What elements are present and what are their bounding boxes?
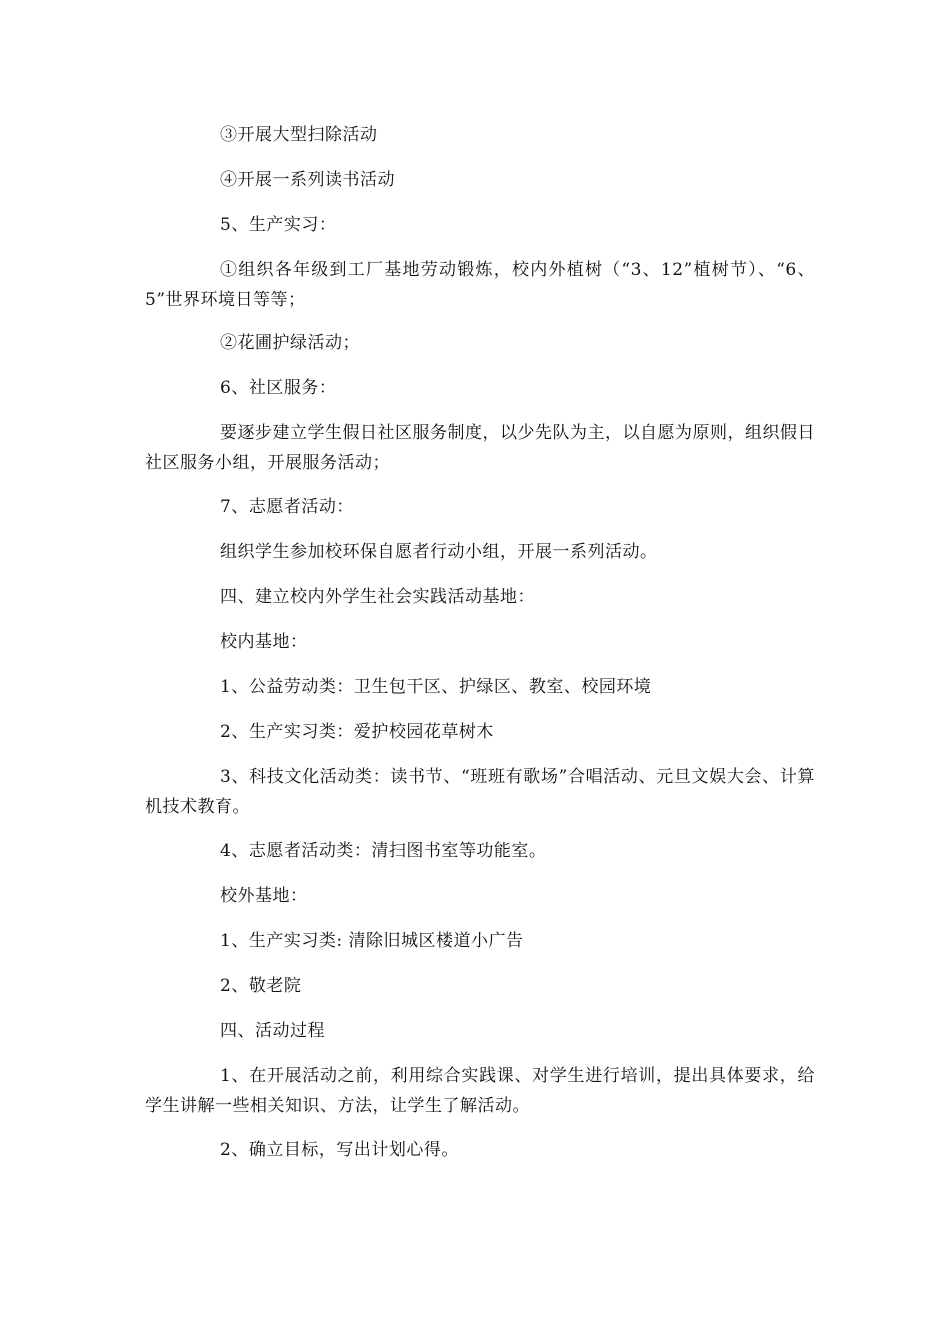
paragraph: 2、敬老院: [220, 976, 302, 996]
paragraph: 5、生产实习：: [220, 215, 337, 235]
paragraph: ②花圃护绿活动；: [220, 333, 360, 353]
paragraph: 2、生产实习类：爱护校园花草树木: [220, 722, 494, 742]
paragraph: 4、志愿者活动类：清扫图书室等功能室。: [220, 841, 547, 861]
paragraph: 7、志愿者活动：: [220, 497, 354, 517]
paragraph: ③开展大型扫除活动: [220, 125, 378, 145]
paragraph: 要逐步建立学生假日社区服务制度，以少先队为主，以自愿为原则，组织假日社区服务小组，开展服务活动；: [145, 423, 815, 473]
paragraph: 四、建立校内外学生社会实践活动基地：: [220, 587, 535, 607]
paragraph: 6、社区服务：: [220, 378, 337, 398]
paragraph: 校外基地：: [220, 886, 308, 906]
paragraph: 3、科技文化活动类：读书节、“班班有歌场”合唱活动、元旦文娱大会、计算机技术教育。: [145, 767, 815, 817]
paragraph: 四、活动过程: [220, 1021, 325, 1041]
paragraph: ④开展一系列读书活动: [220, 170, 395, 190]
paragraph: 2、确立目标，写出计划心得。: [220, 1140, 459, 1160]
paragraph: 1、公益劳动类：卫生包干区、护绿区、教室、校园环境: [220, 677, 652, 697]
paragraph: 校内基地：: [220, 632, 308, 652]
paragraph: 1、在开展活动之前，利用综合实践课、对学生进行培训，提出具体要求，给学生讲解一些相关知识、方法，让学生了解活动。: [145, 1066, 815, 1116]
paragraph: 组织学生参加校环保自愿者行动小组，开展一系列活动。: [220, 542, 658, 562]
paragraph: 1、生产实习类: 清除旧城区楼道小广告: [220, 931, 524, 951]
paragraph: ①组织各年级到工厂基地劳动锻炼，校内外植树（“3、12”植树节）、“6、5”世界环境日等等；: [145, 260, 815, 310]
